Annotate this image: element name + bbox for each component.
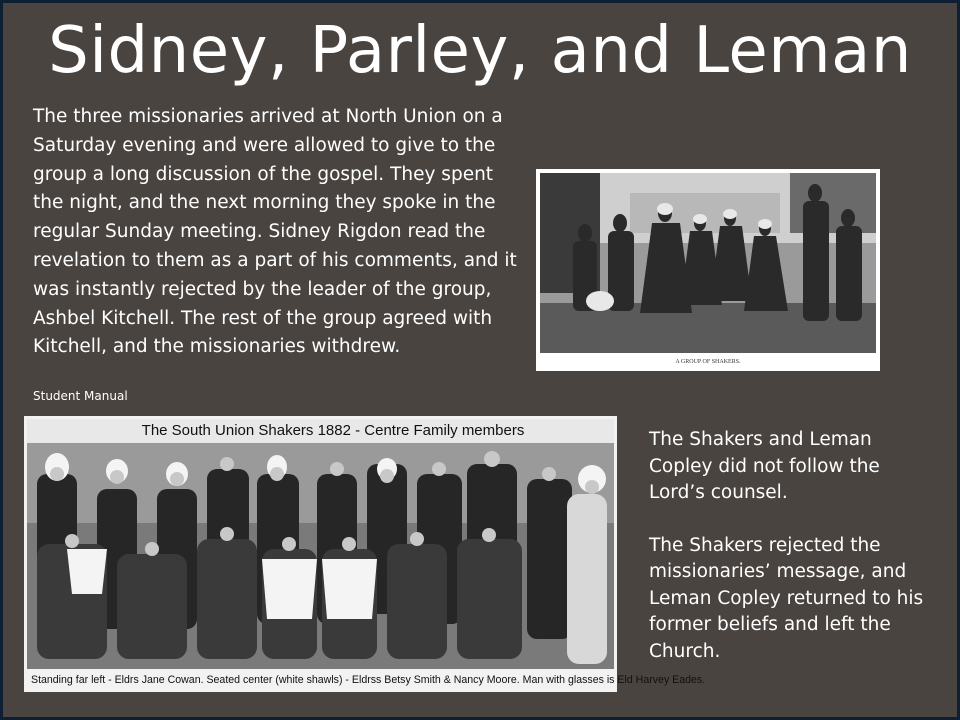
shakers-engraving-image [536,169,880,371]
photo-caption: Standing far left - Eldrs Jane Cowan. Seated center (white shawls) - Eldrss Betsy Smith & Nancy Moore. Man with glasses is Eld Harvey Eades. [31,674,706,686]
slide-title: Sidney, Parley, and Leman [48,14,912,88]
slide [3,3,957,717]
right-paragraph-2: The Shakers rejected the missionaries’ message, and Leman Copley returned to his former beliefs and left the Church. [649,534,924,662]
source-citation: Student Manual [33,389,128,403]
right-paragraph-1: The Shakers and Leman Copley did not follow the Lord’s counsel. [649,429,880,503]
body-paragraph: The three missionaries arrived at North Union on a Saturday evening and were allowed to give to the group a long discussion of the gospel. They spent the night, and the next morning they spoke in the regular Sunday meeting. Sidney Rigdon read the revelation to them as a part of his comments, and it was instantly rejected by the leader of the group, Ashbel Kitchell. The rest of the group agreed with Kitchell, and the missionaries withdrew. [33,106,517,358]
shakers-group-photo [24,416,706,692]
photo-heading: The South Union Shakers 1882 - Centre Family members [141,422,525,439]
right-text-block [649,427,939,691]
engraving-caption: A GROUP OF SHAKERS. [675,359,741,365]
